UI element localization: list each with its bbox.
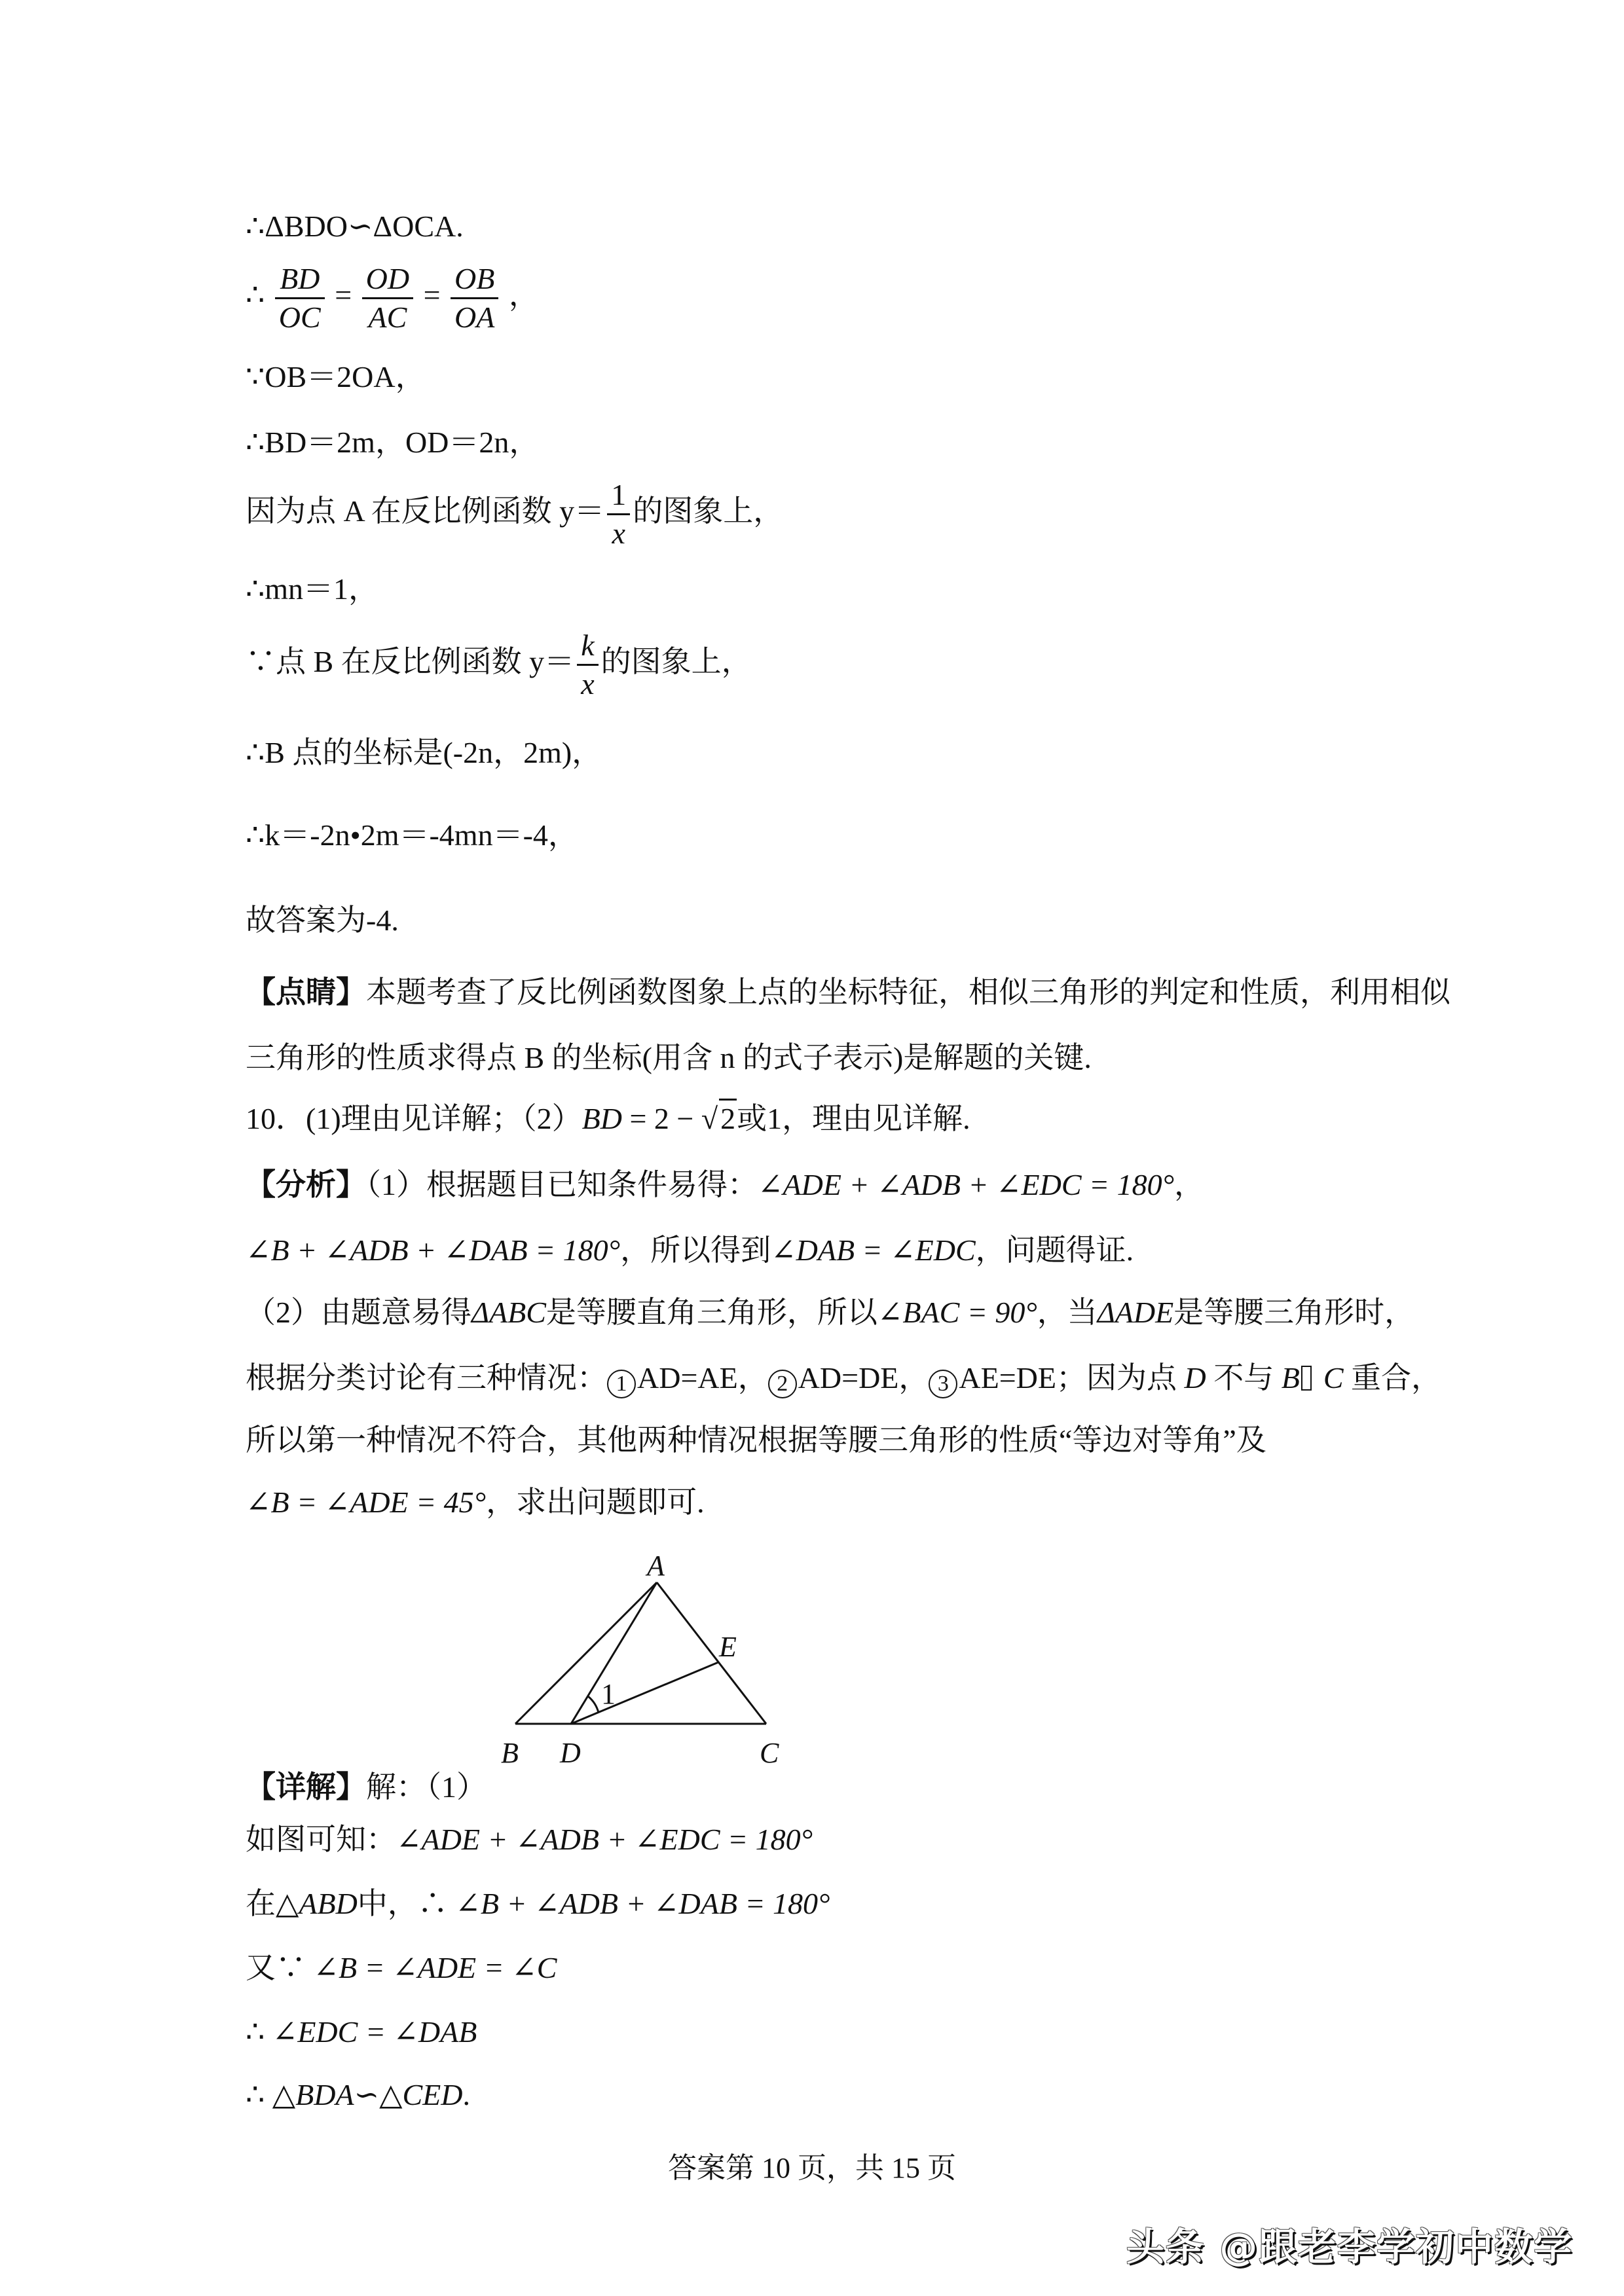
fraction-k-over-x (577, 627, 598, 702)
text: 本题考查了反比例函数图象上点的坐标特征，相似三角形的判定和性质，利用相似 (366, 975, 1450, 1009)
line-ob-2oa (246, 359, 426, 395)
text: 故答案为-4. (246, 903, 399, 937)
text: 10．(1)理由见详解；（2） (246, 1102, 582, 1135)
text: 解：（1） (366, 1770, 487, 1804)
text: ∴B 点的坐标是(-2n，2m)， (246, 736, 602, 769)
denominator: OA (454, 301, 495, 334)
text: 所以第一种情况不符合，其他两种情况根据等腰三角形的性质“等边对等角”及 (246, 1423, 1266, 1457)
text: ，所以得到 (620, 1233, 771, 1267)
math: ∠EDC = ∠DAB (272, 2015, 477, 2049)
line-question-10-answer: 10．(1)理由见详解；（2）BD = 2 − √2或1，理由见详解. (246, 1099, 970, 1137)
line-detail-3 (246, 1886, 830, 1922)
math: ∠B + ∠ADB + ∠DAB = 180° (455, 1887, 830, 1920)
line-similar-triangles (246, 208, 464, 245)
text: AD=AE， (637, 1361, 768, 1394)
text: ∴ΔBDO∽ΔOCA. (246, 210, 464, 243)
line-point-b-on-curve (246, 627, 752, 702)
section-tag-comment: 【点睛】 (246, 975, 366, 1009)
text: 的图象上， (600, 645, 752, 679)
denominator: x (612, 517, 625, 550)
text: ∵OB＝2OA， (246, 360, 426, 393)
numerator: OB (454, 262, 495, 295)
circled-number: 2 (768, 1370, 797, 1398)
text: 的图象上， (633, 494, 784, 528)
numerator: 1 (611, 478, 627, 511)
text: AE=DE；因为点 (959, 1361, 1177, 1394)
math: C (1323, 1361, 1344, 1394)
watermark: 头条 @跟老李学初中数学 (1126, 2225, 1574, 2269)
math: ∠BAC = 90° (877, 1296, 1037, 1329)
math: ∠B + ∠ADB + ∠DAB = 180° (246, 1233, 621, 1267)
text: . (462, 2078, 470, 2111)
text: 是等腰三角形时， (1173, 1296, 1415, 1329)
line-detail-4 (246, 1950, 557, 1986)
sqrt-radicand: 2 (719, 1099, 737, 1137)
text: 如图可知： (246, 1823, 396, 1856)
text: AD=DE， (798, 1361, 929, 1394)
triangle-diagram (485, 1552, 799, 1774)
denominator: OC (278, 301, 321, 334)
denominator: x (581, 667, 595, 701)
line-mn-1 (246, 571, 378, 608)
math: △BDA∽△CED (272, 2078, 463, 2111)
therefore-symbol: ∴ (246, 278, 265, 312)
text: ， (1173, 1168, 1204, 1201)
text: = 2 − (621, 1102, 701, 1135)
math: ∠B = ∠ADE = ∠C (313, 1951, 557, 1984)
text: ∴mn＝1， (246, 572, 379, 606)
line-bd-od (246, 424, 539, 461)
math: ∠B = ∠ADE = 45° (246, 1485, 487, 1519)
section-tag-detail: 【详解】 (246, 1770, 366, 1804)
vertex-label-d: D (560, 1737, 581, 1769)
page-footer: 答案第 10 页，共 15 页 (668, 2152, 956, 2184)
missing-glyph-box (1301, 1366, 1312, 1391)
line-detail-5 (246, 2014, 477, 2050)
text: 因为点 A 在反比例函数 y＝ (246, 494, 605, 528)
text: 重合， (1351, 1361, 1442, 1394)
line-analysis-1 (246, 1167, 1204, 1203)
text: 根据分类讨论有三种情况： (246, 1361, 607, 1394)
text: ∴k＝-2n•2m＝-4mn＝-4， (246, 818, 578, 852)
line-point-a-on-curve (246, 477, 783, 552)
math: D (1184, 1361, 1206, 1394)
circled-number: 1 (607, 1370, 636, 1398)
line-analysis-6 (246, 1484, 705, 1521)
math: ∠ADE + ∠ADB + ∠EDC = 180° (396, 1823, 813, 1856)
vertex-label-b: B (501, 1737, 519, 1769)
fraction-1-over-x (607, 477, 630, 552)
math: BD (581, 1102, 622, 1135)
line-answer (246, 902, 399, 939)
line-analysis-3 (246, 1294, 1414, 1331)
vertex-label-c: C (760, 1737, 779, 1769)
circled-number: 3 (929, 1370, 957, 1398)
equals: = (423, 278, 441, 312)
fraction-od-ac (362, 261, 413, 336)
text: ，问题得证. (975, 1233, 1134, 1267)
text: 中，∴ (357, 1887, 456, 1920)
text: 或1，理由见详解. (737, 1102, 970, 1135)
text: ∴ (246, 2078, 272, 2111)
numerator: BD (280, 262, 320, 295)
line-detail-2 (246, 1821, 813, 1858)
math: ΔABC (471, 1296, 546, 1329)
text: （2）由题意易得 (246, 1296, 471, 1329)
line-analysis-2 (246, 1232, 1134, 1269)
text: ∴BD＝2m，OD＝2n， (246, 426, 540, 459)
math: △ABD (276, 1887, 358, 1920)
math: ΔADE (1097, 1296, 1174, 1329)
math: ∠ADE + ∠ADB + ∠EDC = 180° (758, 1168, 1174, 1201)
comma: ， (508, 278, 539, 312)
numerator: k (581, 629, 595, 662)
vertex-label-a: A (647, 1552, 665, 1582)
text: 在 (246, 1887, 276, 1920)
math: B (1281, 1361, 1300, 1394)
fraction-ob-oa (451, 261, 498, 336)
line-detail-6 (246, 2077, 470, 2113)
line-comment-2 (246, 1040, 1092, 1076)
vertex-label-e: E (719, 1631, 737, 1663)
text: ，求出问题即可. (486, 1485, 705, 1519)
section-tag-analysis: 【分析】 (246, 1168, 366, 1201)
denominator: AC (368, 301, 407, 334)
line-ratio-equation (246, 261, 539, 336)
text: 是等腰直角三角形，所以 (545, 1296, 877, 1329)
line-detail-1 (246, 1769, 487, 1806)
fraction-bd-oc (275, 261, 325, 336)
text: ，当 (1037, 1296, 1098, 1329)
equals: = (335, 278, 352, 312)
text: ∵点 B 在反比例函数 y＝ (246, 645, 575, 679)
text: （1）根据题目已知条件易得： (366, 1168, 758, 1201)
line-analysis-5 (246, 1422, 1266, 1459)
line-b-coordinates (246, 735, 602, 771)
text: 不与 (1213, 1361, 1274, 1394)
line-comment-1 (246, 974, 1450, 1011)
math: ∠DAB = ∠EDC (771, 1233, 976, 1267)
text: ∴ (246, 2015, 272, 2049)
line-analysis-4 (246, 1360, 1441, 1398)
numerator: OD (365, 262, 410, 295)
text: 三角形的性质求得点 B 的坐标(用含 n 的式子表示)是解题的关键. (246, 1041, 1092, 1074)
text: 又∵ (246, 1951, 314, 1984)
line-k-value (246, 817, 578, 854)
angle-label-1: 1 (601, 1678, 616, 1710)
